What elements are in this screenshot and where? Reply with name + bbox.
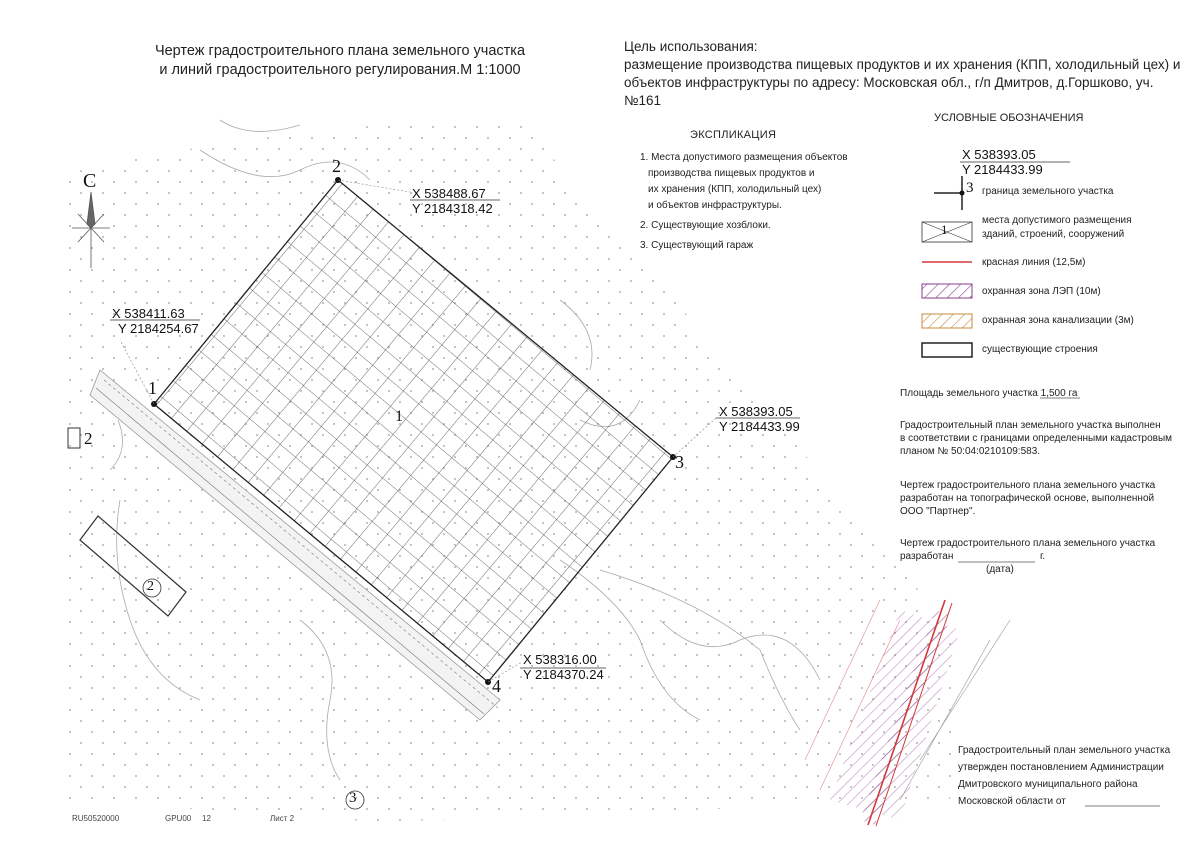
plan-note <box>900 419 1190 458</box>
drawing-title-line2: и линий градостроительного регулирования.М 1:1000 <box>159 62 521 78</box>
legend-placement-l2: зданий, строений, сооружений <box>982 229 1125 240</box>
legend-placement-l1: места допустимого размещения <box>982 215 1132 226</box>
legend-sewer-zone: охранная зона канализации (3м) <box>982 315 1134 326</box>
footer-sheet: Лист 2 <box>270 814 295 823</box>
vertex-4-x: X 538316.00 <box>523 652 597 667</box>
legend-heading: УСЛОВНЫЕ ОБОЗНАЧЕНИЯ <box>934 112 1084 124</box>
topo-note-l2: разработан на топографической основе, выполненной <box>900 493 1155 504</box>
explication-item1-l4: и объектов инфраструктуры. <box>648 200 782 211</box>
dev-note-date: (дата) <box>986 564 1014 575</box>
topo-note-l3: ООО "Партнер". <box>900 506 976 517</box>
vertex-3-num: 3 <box>675 452 684 472</box>
approval-note-l1: Градостроительный план земельного участка <box>958 745 1171 756</box>
vertex-1-y: Y 2184254.67 <box>118 321 199 336</box>
vertex-2-y: Y 2184318.42 <box>412 201 493 216</box>
garage-label: 3 <box>349 790 357 806</box>
explication-item1-l3: их хранения (КПП, холодильный цех) <box>648 184 822 195</box>
purpose-block <box>624 38 1190 110</box>
vertex-3-y: Y 2184433.99 <box>719 419 800 434</box>
dev-note-l2: разработан <box>900 551 954 562</box>
vertex-4-y: Y 2184370.24 <box>523 667 604 682</box>
legend-placement <box>982 214 1132 242</box>
topo-note <box>900 479 1190 518</box>
legend-sample-x: X 538393.05 <box>962 147 1036 162</box>
zone-1-label: 1 <box>395 408 403 425</box>
legend-boundary: граница земельного участка <box>982 186 1114 197</box>
plan-note-l3: планом № 50:04:0210109:583. <box>900 446 1041 457</box>
legend-buildings: существующие строения <box>982 344 1098 355</box>
vertex-2-num: 2 <box>332 156 341 176</box>
purpose-line3: объектов инфраструктуры по адресу: Московская обл., г/п Дмитров, д.Горшково, уч. №161 <box>624 75 1154 108</box>
purpose-line2: размещение производства пищевых продуктов и их хранения (КПП, холодильный цех) и <box>624 57 1181 72</box>
approval-note <box>958 742 1198 810</box>
drawing-title-line1: Чертеж градостроительного плана земельного участка <box>154 43 526 59</box>
approval-note-l4: Московской области от <box>958 796 1066 807</box>
explication-item1-l1: 1. Места допустимого размещения объектов <box>640 152 848 163</box>
dev-note <box>900 537 1190 576</box>
vertex-1-x: X 538411.63 <box>112 306 185 321</box>
legend-red-line: красная линия (12,5м) <box>982 257 1086 268</box>
area-label: Площадь земельного участка <box>900 388 1038 399</box>
explication-item1-l2: производства пищевых продуктов и <box>648 168 815 179</box>
topo-note-l1: Чертеж градостроительного плана земельного участка <box>900 480 1156 491</box>
legend-sample-y: Y 2184433.99 <box>962 162 1043 177</box>
footer-gpu: GPU00 <box>165 814 192 823</box>
legend-box-num: 1 <box>941 222 948 237</box>
footer-gpu-num: 12 <box>202 814 211 823</box>
dev-note-l1: Чертеж градостроительного плана земельного участка <box>900 538 1156 549</box>
vertex-4-num: 4 <box>492 676 501 696</box>
dev-note-g: г. <box>1040 551 1046 562</box>
vertex-2-x: X 538488.67 <box>412 186 486 201</box>
plan-note-l2: в соответствии с границами определенными кадастровым <box>900 433 1173 444</box>
explication-item3: 3. Существующий гараж <box>640 240 754 251</box>
shed-a-label: 2 <box>84 429 93 448</box>
approval-note-l2: утвержден постановлением Администрации <box>958 762 1164 773</box>
shed-b-label: 2 <box>147 579 154 594</box>
approval-note-l3: Дмитровского муниципального района <box>958 779 1138 790</box>
vertex-1-num: 1 <box>148 378 157 398</box>
area-value: 1,500 га <box>1040 388 1078 399</box>
legend-sample-num: 3 <box>966 180 974 196</box>
plan-note-l1: Градостроительный план земельного участка выполнен <box>900 420 1161 431</box>
footer-code: RU50520000 <box>72 814 120 823</box>
explication-heading: ЭКСПЛИКАЦИЯ <box>690 129 777 141</box>
north-label: С <box>83 170 97 192</box>
purpose-heading: Цель использования: <box>624 39 758 54</box>
vertex-3-x: X 538393.05 <box>719 404 793 419</box>
drawing-title <box>120 42 560 80</box>
explication-item2: 2. Существующие хозблоки. <box>640 220 771 231</box>
area-note <box>900 387 1077 400</box>
explication-list <box>640 150 880 254</box>
legend-lep-zone: охранная зона ЛЭП (10м) <box>982 286 1101 297</box>
